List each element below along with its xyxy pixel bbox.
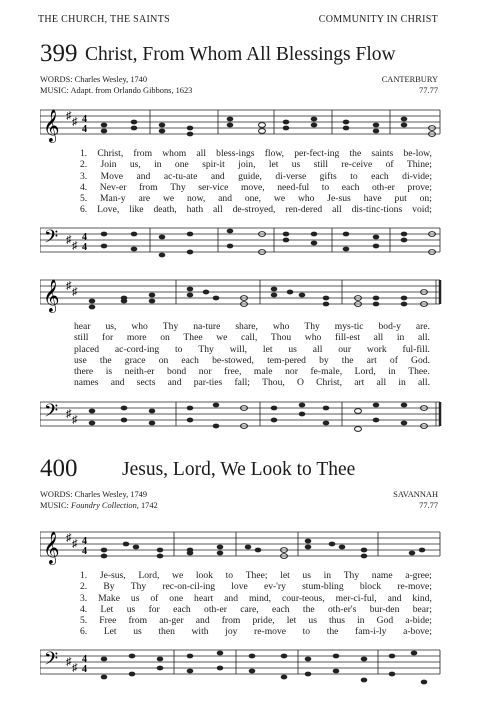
lyric-syllable: like <box>129 204 144 216</box>
lyric-syllable: one <box>169 592 184 604</box>
lyric-syllable: us <box>288 343 297 355</box>
lyric-syllable: from <box>138 181 158 193</box>
lyric-syllable: more <box>126 332 147 344</box>
lyric-syllable: work <box>366 343 387 355</box>
hymn-number: 400 <box>40 455 78 482</box>
lyric-verse-4 <box>80 182 432 193</box>
lyric-syllable: all. <box>418 377 430 389</box>
treble-staff <box>40 104 442 144</box>
lyric-syllable: the <box>349 148 362 159</box>
lyric-syllable: whom <box>162 148 187 159</box>
lyric-syllable: death, <box>153 204 177 216</box>
lyric-syllable: sects <box>136 377 156 389</box>
svg-text:♯: ♯ <box>72 662 78 674</box>
lyric-syllable: Join <box>100 159 117 171</box>
treble-staff <box>40 526 442 566</box>
lyric-syllable: on <box>158 354 169 366</box>
lyric-syllable: and <box>218 193 232 205</box>
lyric-syllable: in <box>396 332 405 344</box>
lyric-syllable: mys-tic <box>334 321 364 332</box>
lyric-syllable: still <box>313 159 329 171</box>
lyric-syllable: God <box>376 615 394 627</box>
svg-text:𝄞: 𝄞 <box>43 279 60 312</box>
lyric-syllable: cour-teous, <box>281 592 325 604</box>
lyric-syllable: Lord, <box>354 366 376 378</box>
lyric-syllable: Thee <box>183 332 203 344</box>
lyric-syllable: block <box>359 581 382 593</box>
lyric-syllable: Thy <box>198 343 214 355</box>
lyric-syllable: Thy <box>162 321 179 332</box>
lyric-syllable: Thine; <box>406 159 432 171</box>
lyric-syllable: to <box>350 170 358 182</box>
section-header-left: THE CHURCH, THE SAINTS <box>38 14 170 25</box>
lyric-syllable: Free <box>99 615 117 627</box>
lyric-syllable: us <box>133 626 142 638</box>
lyric-syllable: ev-'ry <box>263 581 286 593</box>
svg-text:𝄢: 𝄢 <box>44 649 59 674</box>
lyric-syllable: gifts <box>319 170 337 182</box>
lyric-syllable: Je-sus, <box>99 570 126 581</box>
lyric-syllable: we <box>172 570 184 581</box>
lyric-syllable: par-ties <box>193 377 223 389</box>
lyric-syllable: Nev-er <box>99 181 127 193</box>
lyric-syllable: tem-pered <box>267 354 306 366</box>
lyric-syllable: of <box>385 159 394 171</box>
lyric-syllable: Thy <box>343 570 360 581</box>
lyric-syllable: Let <box>103 626 117 638</box>
meter: 77.77 <box>419 86 438 95</box>
lyric-syllable: and <box>195 615 210 627</box>
lyric-syllable: Thy <box>304 321 320 332</box>
lyric-syllable: each <box>173 603 191 615</box>
lyric-syllable: all <box>332 204 342 216</box>
lyric-syllable: bur-den <box>369 603 400 615</box>
lyric-syllable: 1. <box>80 570 88 581</box>
lyrics-system-1 <box>80 570 432 638</box>
lyric-syllable: Make <box>98 592 120 604</box>
lyric-syllable: mind, <box>248 592 272 604</box>
section-header-right: COMMUNITY IN CHRIST <box>318 14 438 25</box>
lyric-syllable: re-move; <box>397 581 432 593</box>
hymn-title: Jesus, Lord, We Look to Thee <box>122 459 356 480</box>
lyric-syllable: re-move <box>254 626 287 638</box>
svg-text:♯: ♯ <box>66 656 72 668</box>
lyric-syllable: Christ, <box>97 148 124 159</box>
lyric-syllable: oth-er <box>371 181 395 193</box>
lyric-syllable: dis-tinc-tions <box>351 204 403 216</box>
lyric-syllable: each <box>371 170 389 182</box>
lyric-syllable: 4. <box>80 603 88 615</box>
lyric-syllable: share, <box>235 321 258 332</box>
lyric-syllable: we <box>273 193 286 205</box>
lyric-syllable: have <box>363 193 382 205</box>
lyric-syllable: 2. <box>80 581 88 593</box>
lyric-syllable: in <box>323 570 332 581</box>
lyric-syllable: all <box>312 343 323 355</box>
lyric-syllable: who <box>304 332 322 344</box>
lyric-syllable: are <box>138 193 151 205</box>
lyric-syllable: be-low, <box>403 148 432 159</box>
bass-staff <box>40 644 442 688</box>
svg-text:4: 4 <box>82 536 87 547</box>
lyric-syllable: and <box>210 170 225 182</box>
lyric-syllable: us <box>130 592 140 604</box>
lyric-syllable: joy <box>225 626 238 638</box>
lyric-syllable: with <box>191 626 209 638</box>
lyric-verse-3 <box>80 593 432 604</box>
lyric-verse-1 <box>80 570 432 581</box>
lyric-syllable: Man-y <box>100 193 126 205</box>
lyric-syllable: oth-er's <box>328 603 357 615</box>
lyric-syllable: fall; <box>234 377 250 389</box>
lyric-syllable: Let <box>100 603 114 615</box>
lyric-syllable: each <box>181 354 199 366</box>
lyric-syllable: male <box>253 366 273 378</box>
svg-text:4: 4 <box>82 124 87 135</box>
lyric-syllable: be-stowed, <box>212 354 254 366</box>
lyric-syllable: to <box>321 181 330 193</box>
svg-text:♯: ♯ <box>66 110 72 122</box>
lyric-syllable: oth-er <box>204 603 227 615</box>
lyric-syllable: need-ful <box>277 181 310 193</box>
lyric-syllable: thus <box>329 615 346 627</box>
lyric-syllable: 6. <box>80 204 88 216</box>
lyric-syllable: all <box>213 204 223 216</box>
lyric-syllable: let <box>280 570 290 581</box>
lyric-syllable: per-fect-ing <box>294 148 340 159</box>
music-credit-suffix: , 1742 <box>136 501 158 510</box>
lyric-syllable: from <box>133 148 153 159</box>
lyric-syllable: 3. <box>80 170 88 182</box>
tune-name: CANTERBURY <box>381 75 438 84</box>
lyric-syllable: of <box>150 592 159 604</box>
lyric-verse-6 <box>80 204 432 215</box>
svg-text:4: 4 <box>82 242 87 253</box>
lyric-syllable: us, <box>105 321 117 332</box>
lyric-syllable: Thy <box>170 181 186 193</box>
lyric-syllable: nor <box>285 366 298 378</box>
lyric-syllable: a-bide; <box>405 615 432 627</box>
lyric-syllable: and <box>110 377 125 389</box>
music-credit: MUSIC: Adapt. from Orlando Gibbons, 1623 <box>40 86 193 95</box>
lyric-syllable: and <box>136 170 151 182</box>
lyric-syllable: di-verse <box>275 170 307 182</box>
lyric-syllable: will, <box>229 343 248 355</box>
lyric-syllable: ser-vice <box>198 181 229 193</box>
lyric-verse-5 <box>80 615 432 626</box>
lyric-syllable: who <box>272 321 290 332</box>
lyric-syllable: join, <box>238 159 256 171</box>
lyric-verse-4 <box>74 355 430 366</box>
lyric-syllable: 3. <box>80 592 88 604</box>
music-credit-prefix: MUSIC: <box>40 501 71 510</box>
lyric-syllable: us <box>126 603 136 615</box>
lyric-verse-5 <box>80 193 432 204</box>
lyric-syllable: guide, <box>238 170 262 182</box>
lyric-syllable: use <box>74 354 87 366</box>
lyric-syllable: we <box>216 332 228 344</box>
lyric-syllable: a-gree; <box>405 570 432 581</box>
lyric-syllable: hath <box>186 204 204 216</box>
lyric-syllable: neith-er <box>124 366 155 378</box>
lyric-syllable: bod-y <box>378 321 401 332</box>
lyric-syllable: Move <box>100 170 124 182</box>
tune-name: SAVANNAH <box>393 490 438 499</box>
lyric-syllable: Lord, <box>138 570 160 581</box>
lyric-syllable: who <box>131 321 148 332</box>
lyric-syllable: ful-fill. <box>402 343 430 355</box>
lyric-syllable: void; <box>412 204 432 216</box>
lyric-verse-2 <box>80 159 432 170</box>
svg-text:♯: ♯ <box>72 240 78 252</box>
lyric-verse-1 <box>80 148 432 159</box>
svg-text:♯: ♯ <box>66 234 72 246</box>
lyric-syllable: look <box>195 570 213 581</box>
lyric-syllable: put <box>394 193 407 205</box>
lyric-syllable: kind, <box>412 592 432 604</box>
lyric-syllable: let <box>286 615 297 627</box>
lyric-syllable: fe-male, <box>310 366 343 378</box>
lyric-syllable: move, <box>240 181 265 193</box>
lyric-syllable: 6. <box>80 626 88 638</box>
bass-staff <box>40 222 442 262</box>
lyric-syllable: 1. <box>80 148 88 159</box>
lyric-syllable: Thee; <box>245 570 268 581</box>
lyric-syllable: ac-tu-ate <box>163 170 198 182</box>
lyric-syllable: who <box>297 193 315 205</box>
lyric-syllable: the <box>302 603 315 615</box>
lyric-syllable: each <box>272 603 290 615</box>
lyric-syllable: all <box>376 377 387 389</box>
lyric-verse-3 <box>74 344 430 355</box>
lyric-syllable: bear; <box>412 603 432 615</box>
lyric-syllable: hear <box>74 321 91 332</box>
hymn-number: 399 <box>40 40 78 67</box>
lyric-syllable: in <box>398 377 406 389</box>
music-credit-source: Foundry Collection <box>70 501 137 510</box>
lyric-syllable: placed <box>74 343 100 355</box>
lyric-syllable: we <box>162 193 175 205</box>
svg-text:4: 4 <box>82 232 87 243</box>
lyric-syllable: the <box>326 626 339 638</box>
lyric-syllable: and <box>167 377 182 389</box>
lyric-syllable: then <box>158 626 175 638</box>
lyric-syllable: mer-ci-ful, <box>335 592 377 604</box>
lyric-syllable: all <box>196 148 206 159</box>
lyric-syllable: bond <box>167 366 187 378</box>
lyric-syllable: in <box>388 366 396 378</box>
lyric-syllable: spir-it <box>202 159 225 171</box>
svg-text:♯: ♯ <box>72 414 78 426</box>
lyric-syllable: us <box>302 570 311 581</box>
lyric-syllable: one <box>174 159 189 171</box>
lyric-syllable: the <box>99 354 112 366</box>
words-credit: WORDS: Charles Wesley, 1749 <box>40 490 148 499</box>
lyric-syllable: flow, <box>264 148 285 159</box>
lyric-syllable: now, <box>187 193 206 205</box>
lyric-syllable: Christ, <box>316 377 342 389</box>
lyric-syllable: let <box>268 159 279 171</box>
lyric-syllable: O <box>297 377 304 389</box>
svg-text:♯: ♯ <box>72 286 78 298</box>
music-credit <box>40 500 158 511</box>
lyric-syllable: 5. <box>80 615 88 627</box>
lyric-verse-4 <box>80 604 432 615</box>
lyric-syllable: nor <box>198 366 212 378</box>
lyric-syllable: us, <box>129 159 141 171</box>
svg-text:4: 4 <box>82 546 87 557</box>
lyric-syllable: Je-sus <box>327 193 351 205</box>
lyric-verse-2 <box>80 581 432 592</box>
lyric-syllable: 4. <box>80 181 88 193</box>
lyric-syllable: Thou, <box>262 377 285 389</box>
lyric-verse-6 <box>74 377 430 388</box>
svg-text:♯: ♯ <box>72 116 78 128</box>
lyric-syllable: bless-ings <box>216 148 255 159</box>
lyric-syllable: to <box>225 570 234 581</box>
lyric-syllable: stum-bling <box>302 581 344 593</box>
lyric-syllable: there <box>74 366 94 378</box>
lyric-syllable: all <box>373 332 384 344</box>
lyrics-system-2 <box>74 321 430 389</box>
svg-text:4: 4 <box>82 654 87 665</box>
lyric-syllable: 2. <box>80 159 88 171</box>
lyric-verse-6 <box>80 626 432 637</box>
lyric-syllable: all. <box>417 332 430 344</box>
svg-text:𝄢: 𝄢 <box>44 227 59 252</box>
lyric-syllable: love <box>231 581 248 593</box>
lyric-syllable: de-stroyed, <box>232 204 276 216</box>
treble-staff <box>40 274 442 314</box>
lyric-syllable: na-ture <box>193 321 221 332</box>
lyric-syllable: prove; <box>407 181 432 193</box>
svg-text:4: 4 <box>82 664 87 675</box>
svg-text:♯: ♯ <box>66 280 72 292</box>
lyric-syllable: from <box>128 615 148 627</box>
lyric-syllable: heart <box>194 592 214 604</box>
lyric-syllable: to <box>175 343 183 355</box>
lyric-syllable: us <box>308 615 317 627</box>
svg-text:4: 4 <box>82 114 87 125</box>
svg-text:𝄞: 𝄞 <box>43 109 60 142</box>
lyric-verse-5 <box>74 366 430 377</box>
lyric-syllable: fill-est <box>334 332 360 344</box>
lyric-syllable: grace <box>124 354 146 366</box>
lyric-syllable: ren-dered <box>285 204 323 216</box>
lyric-syllable: di-vide; <box>402 170 432 182</box>
lyrics-system-1 <box>80 148 432 216</box>
lyric-syllable: an-ger <box>159 615 184 627</box>
lyric-syllable: rec-on-cil-ing <box>162 581 216 593</box>
lyric-syllable: God. <box>411 354 430 366</box>
lyric-syllable: of <box>389 354 398 366</box>
lyric-syllable: ac-cord-ing <box>114 343 160 355</box>
lyric-syllable: for <box>148 603 160 615</box>
lyric-syllable: and <box>387 592 402 604</box>
lyric-syllable: care, <box>240 603 259 615</box>
lyric-verse-3 <box>80 171 432 182</box>
lyric-syllable: by <box>319 354 329 366</box>
lyric-syllable: from <box>221 615 241 627</box>
lyric-syllable: art <box>366 354 377 366</box>
lyric-verse-1 <box>74 321 430 332</box>
hymn-title: Christ, From Whom All Blessings Flow <box>85 44 396 65</box>
lyric-syllable: name <box>371 570 393 581</box>
lyric-syllable: Thou <box>270 332 292 344</box>
lyric-syllable: let <box>262 343 273 355</box>
lyric-syllable: saints <box>371 148 394 159</box>
lyric-syllable: fam-i-ly <box>355 626 387 638</box>
bass-staff <box>40 396 442 436</box>
svg-text:𝄢: 𝄢 <box>44 401 59 426</box>
lyric-syllable: Thy <box>130 581 147 593</box>
lyric-syllable: still <box>74 332 89 344</box>
lyric-syllable: 5. <box>80 193 88 205</box>
lyric-syllable: free, <box>224 366 242 378</box>
lyric-syllable: one, <box>244 193 262 205</box>
svg-text:𝄞: 𝄞 <box>43 531 60 564</box>
lyric-syllable: Thee. <box>408 366 430 378</box>
lyric-syllable: the <box>341 354 354 366</box>
lyric-syllable: to <box>302 626 311 638</box>
lyric-syllable: pride, <box>252 615 275 627</box>
lyric-syllable: Love, <box>97 204 120 216</box>
meter: 77.77 <box>419 501 438 510</box>
lyric-syllable: for <box>102 332 114 344</box>
lyric-syllable: is <box>105 366 113 378</box>
lyric-syllable: on <box>160 332 170 344</box>
lyric-syllable: our <box>338 343 352 355</box>
lyric-syllable: art <box>354 377 365 389</box>
lyric-syllable: are. <box>415 321 430 332</box>
lyric-syllable: and <box>224 592 239 604</box>
svg-text:♯: ♯ <box>66 408 72 420</box>
lyric-syllable: each <box>341 181 360 193</box>
lyric-verse-2 <box>74 332 430 343</box>
lyric-syllable: in <box>154 159 162 171</box>
lyric-syllable: By <box>103 581 115 593</box>
lyric-syllable: a-bove; <box>403 626 432 638</box>
lyric-syllable: names <box>74 377 99 389</box>
lyric-syllable: re-ceive <box>341 159 373 171</box>
lyric-syllable: us <box>291 159 301 171</box>
lyric-syllable: on; <box>419 193 432 205</box>
svg-text:♯: ♯ <box>72 538 78 550</box>
svg-text:♯: ♯ <box>66 532 72 544</box>
lyric-syllable: call, <box>241 332 258 344</box>
lyric-syllable: in <box>357 615 365 627</box>
words-credit: WORDS: Charles Wesley, 1740 <box>40 75 148 84</box>
